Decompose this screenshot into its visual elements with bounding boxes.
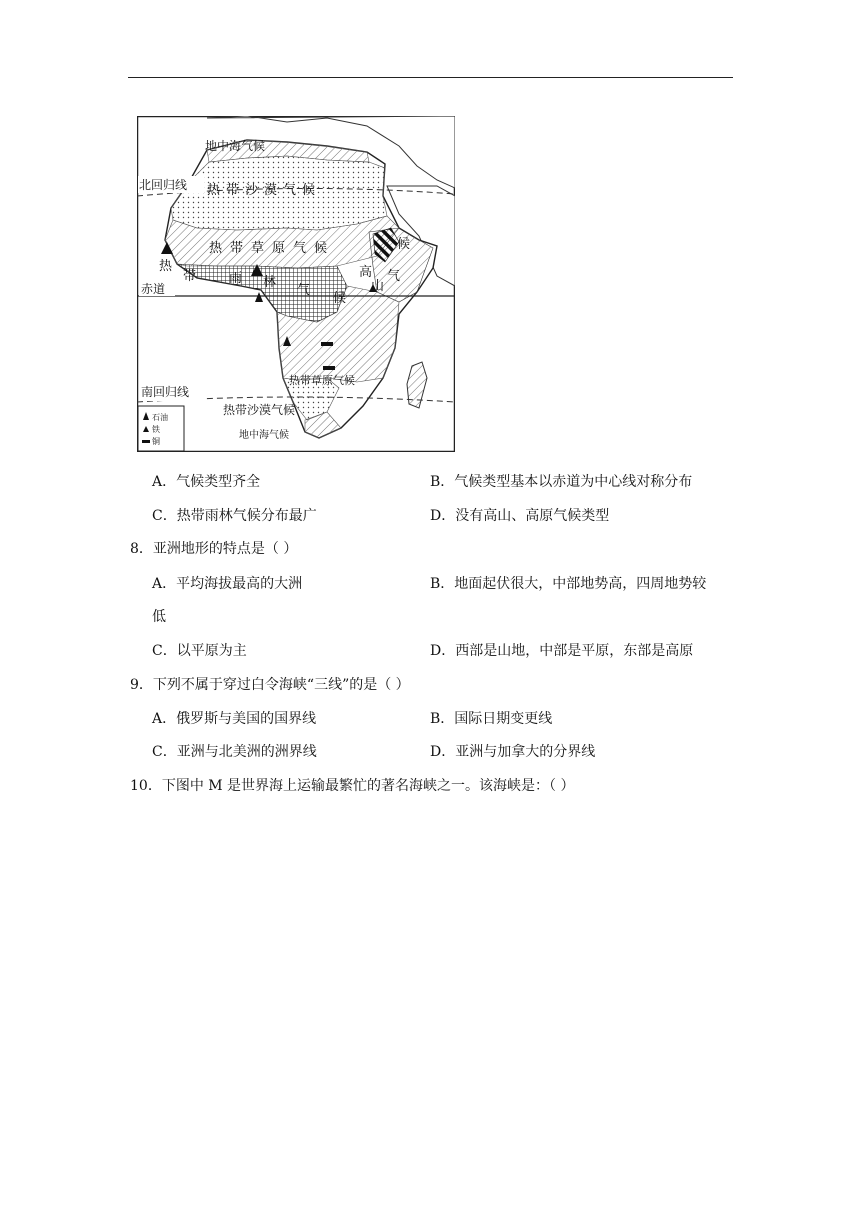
label-equator: 赤道	[141, 282, 166, 296]
label-rainforest-char: 热	[159, 259, 173, 274]
q8-option-c: C．以平原为主	[152, 643, 247, 659]
label-rainforest-char: 气	[297, 283, 311, 298]
legend-iron-label: 铁	[152, 425, 160, 434]
africa-climate-map	[137, 116, 455, 452]
q8-option-d: D．西部是山地，中部是平原，东部是高原	[430, 643, 694, 659]
q7-option-a: A．气候类型齐全	[152, 474, 261, 490]
q8-stem: 8．亚洲地形的特点是（ ）	[130, 541, 298, 557]
copper-icon	[321, 342, 333, 346]
label-highland-char: 候	[397, 237, 411, 252]
label-savanna-north: 热带草原气候	[209, 241, 336, 256]
label-tropic-of-cancer: 北回归线	[139, 178, 188, 192]
q7-option-b: B．气候类型基本以赤道为中心线对称分布	[430, 474, 693, 490]
q8-option-b-continued: 低	[152, 609, 166, 625]
label-desert-north: 热带沙漠气候	[207, 183, 322, 198]
q10-stem: 10．下图中 M 是世界海上运输最繁忙的著名海峡之一。该海峡是：（ ）	[130, 778, 575, 794]
q9-stem: 9．下列不属于穿过白令海峡“三线”的是（ ）	[130, 677, 410, 693]
label-tropic-of-capricorn: 南回归线	[141, 385, 190, 399]
label-desert-south: 热带沙漠气候	[223, 403, 296, 417]
q8-option-b: B．地面起伏很大，中部地势高，四周地势较	[430, 576, 707, 592]
q9-option-a: A．俄罗斯与美国的国界线	[152, 711, 317, 727]
copper-icon	[323, 366, 335, 370]
legend-oil-label: 石油	[152, 413, 168, 422]
label-rainforest-char: 林	[263, 275, 277, 290]
label-rainforest-char: 雨	[229, 271, 243, 286]
label-rainforest-char: 带	[183, 269, 197, 284]
label-highland-char: 山	[371, 279, 385, 294]
q9-option-b: B．国际日期变更线	[430, 711, 553, 727]
label-highland-char: 气	[387, 269, 401, 284]
q9-option-c: C．亚洲与北美洲的洲界线	[152, 744, 317, 760]
q8-option-a: A．平均海拔最高的大洲	[152, 576, 303, 592]
copper-icon	[142, 440, 150, 443]
legend-copper-label: 铜	[152, 437, 160, 446]
q7-option-d: D．没有高山、高原气候类型	[430, 508, 610, 524]
label-highland-char: 高	[359, 265, 373, 280]
q7-option-c: C．热带雨林气候分布最广	[152, 508, 317, 524]
header-rule	[128, 77, 733, 78]
label-rainforest-char: 候	[333, 291, 347, 306]
label-mediterranean-north: 地中海气候	[205, 139, 266, 153]
label-savanna-south: 热带草原气候	[289, 374, 355, 387]
label-mediterranean-south: 地中海气候	[239, 430, 289, 441]
q9-option-d: D．亚洲与加拿大的分界线	[430, 744, 596, 760]
